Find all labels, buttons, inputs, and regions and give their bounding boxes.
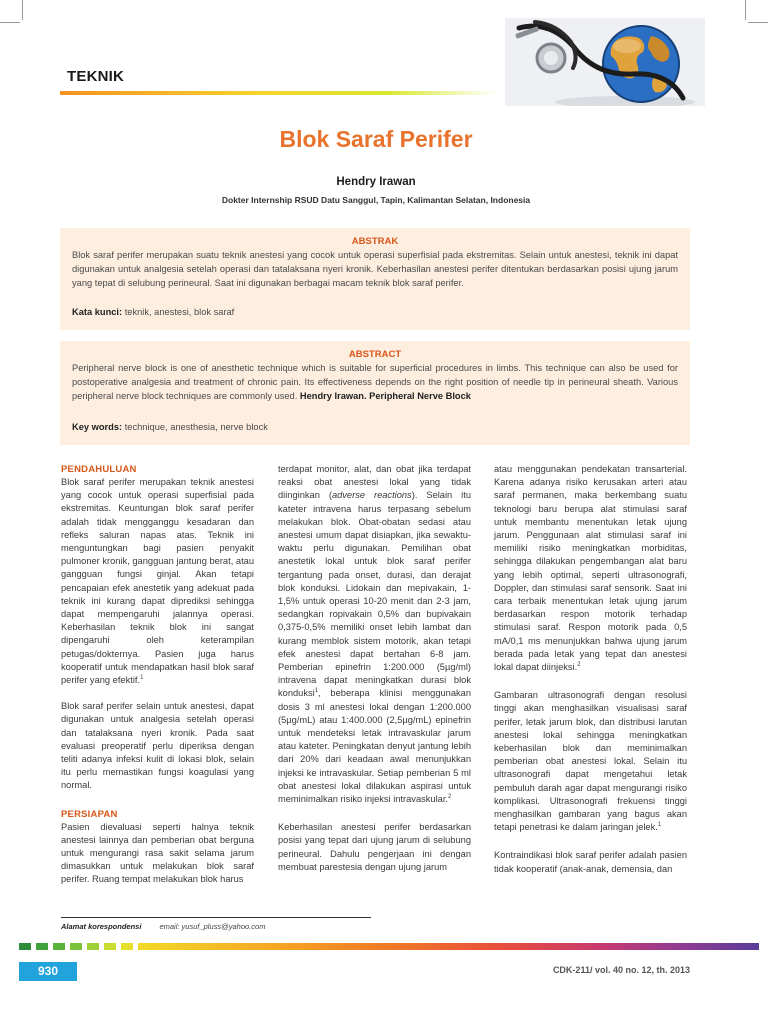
bar-segment [121,943,133,950]
paragraph: Pasien dievaluasi seperti halnya teknik anestesi lainnya dan pemberian obat berguna untuk mengurangi rasa sakit selama jarum dimasukkan untuk melakukan blok saraf perifer. Ruang tempat melakukan blok harus [61,821,254,885]
emphasis-text: adverse reactions [331,490,412,501]
abstract-citation: Hendry Irawan. Peripheral Nerve Block [299,391,471,401]
abstract-box [60,341,690,445]
kata-kunci-label: Kata kunci: [72,307,123,317]
bar-segment [36,943,48,950]
crop-mark [0,22,20,23]
article-title: Blok Saraf Perifer [279,126,473,152]
footnote-rule [61,917,371,918]
body-column-1 [61,463,254,900]
section-label: TEKNIK [67,68,125,85]
reference-marker: 2 [447,793,452,800]
bar-segment [87,943,99,950]
paragraph-text: terdapat monitor, alat, dan obat jika terdapat reaksi obat anestesi lokal yang tidak diinginkan ( [278,464,471,501]
bar-gradient [138,943,759,950]
abstract-text-wrap [72,361,678,403]
crop-mark [745,0,746,20]
page-number: 930 [19,962,77,981]
paragraph [494,689,687,834]
section-rule [60,91,498,95]
paragraph [494,463,687,674]
key-words [72,422,268,432]
footnote-email[interactable]: email: yusuf_pluss@yahoo.com [159,922,266,931]
abstract-text: Peripheral nerve block is one of anesthetic technique which is suitable for superficial procedures in limbs. This technique can also be used for postoperative analgesia and treatment of chronic pain. Its effectiveness depends on the right position of needle tip in perineural sheath. Various peripheral nerve block techniques are commonly used. [72,363,678,401]
paragraph-text: , beberapa klinisi menggunakan dosis 3 ml anestesi lokal dengan 1:200.000 (5µg/mL) atau 1:400.000 (2,5µg/mL) epinefrin untuk mendeteksi letak intravaskular jarum atau kateter. Peningkatan denyut jantung lebih dari 20% dari keadaan awal menunjukkan injeksi ke intravaskular. Setiap pemberian 5 ml obat anestesi lokal dilakukan aspirasi untuk meminimalkan risiko injeksi intravaskular. [278,688,471,805]
bar-segment [19,943,31,950]
author-affiliation: Dokter Internship RSUD Datu Sanggul, Tapin, Kalimantan Selatan, Indonesia [221,195,531,205]
paragraph-text: ). Selain itu kateter intravena harus terpasang sebelum melakukan blok. Obat-obatan sedasi atau anestesi umum dapat disiapkan, jika sewaktu-waktu perlu digunakan. Pemilihan obat anestetik lokal untuk blok saraf perifer tergantung pada onset, durasi, dan derajat blok konduksi. Lidokain dan mepivakain, 1-1,5% untuk operasi 10-20 menit dan 2-3 jam, sedangkan ropivakain 0,5% dan bupivakain 0,375-0,5% memiliki onset lebih lambat dan kurang memblok sistem motorik, akan tetapi efek anestesi dapat bertahan 6-8 jam. Pemberian epinefrin 1:200.000 (5µg/ml) intravena dapat meningkatkan durasi blok konduksi [278,490,471,699]
bar-segment [104,943,116,950]
author-name: Hendry Irawan [336,176,416,188]
heading-persiapan: PERSIAPAN [61,808,118,820]
paragraph: Blok saraf perifer selain untuk anestesi, dapat digunakan untuk analgesia setelah operasi dan tatalaksana nyeri kronik. Pada saat evaluasi preoperatif perlu diperiksa dengan teliti adanya infeksi kulit di lokasi blok, selain itu perlu memastikan fungsi koagulasi yang normal. [61,701,254,791]
paragraph [278,463,471,806]
bar-segment [70,943,82,950]
key-words-values: technique, anesthesia, nerve block [124,422,268,432]
body-column-2 [278,463,471,887]
paragraph: Keberhasilan anestesi perifer berdasarkan posisi yang tepat dari ujung jarum di selubung perineural. Dahulu pengerjaan ini dengan membuat parestesia dengan ujung jarum [278,822,471,872]
footnote-label: Alamat korespondensi [61,922,142,931]
heading-pendahuluan: PENDAHULUAN [61,464,137,475]
kata-kunci-values: teknik, anestesi, blok saraf [124,307,235,317]
paragraph-text: Gambaran ultrasonografi dengan resolusi tinggi akan menghasilkan visualisasi saraf perifer, letak jarum blok, dan distribusi larutan anestesi lokal sehingga meningkatkan keberhasilan blok dan meminimalkan pemberian obat anestesi lokal. Selain itu ultrasonografi dapat mengetahui letak pembuluh darah agar dapat mengurangi risiko komplikasi. Ultrasonografi frekuensi tinggi menghasilkan gambaran yang bagus akan tetapi penetrasi ke dalam jaringan jelek. [494,690,687,833]
reference-marker: 1 [657,822,662,829]
body-column-3 [494,463,687,889]
reference-marker: 1 [140,674,144,681]
bar-segment [53,943,65,950]
stethoscope-globe-icon [505,18,705,106]
paragraph-text: Blok saraf perifer merupakan teknik anestesi yang cocok untuk operasi superfisial pada ekstremitas. Keuntungan blok saraf perifer adalah tidak mengganggu kesadaran dan refleks saluran napas atas. Teknik ini menguntungkan bagi pasien penyakit pulmoner kronik, gangguan jantung berat, atau gangguan fungsi ginjal. Akan tetapi pencapaian efek anestetik yang adekuat pada teknik ini kurang dapat diprediksi sehingga dapat mempengaruhi jalannya operasi. Keberhasilan teknik blok ini sangat dipengaruhi oleh keterampilan petugas/dokternya. Pasien juga harus kooperatif untuk mendapatkan hasil blok saraf perifer yang efektif. [61,477,254,686]
paragraph: Kontraindikasi blok saraf perifer adalah pasien tidak kooperatif (anak-anak, demensia, dan [494,850,687,874]
abstract-heading: ABSTRACT [348,349,402,360]
abstrak-box [60,228,690,330]
journal-reference: CDK-211/ vol. 40 no. 12, th. 2013 [552,965,690,975]
kata-kunci [72,307,234,317]
paragraph [61,476,254,687]
key-words-label: Key words: [72,422,123,432]
reference-marker: 1 [314,688,319,695]
abstrak-text: Blok saraf perifer merupakan suatu teknik anestesi yang cocok untuk operasi superfisial pada ekstremitas. Selain untuk anestesi, teknik ini dapat digunakan untuk analgesia setelah operasi dan tatalaksana nyeri kronik. Keberhasilan anestesi perifer ditentukan berdasarkan posisi ujung jarum yang tepat di selubung perineural. Saat ini digunakan berbagai macam teknik blok saraf perifer. [72,250,678,288]
crop-mark [22,0,23,20]
paragraph-text: atau menggunakan pendekatan transarterial. Karena adanya risiko kerusakan arteri atau saraf permanen, maka berkembang suatu teknologi baru berupa alat stimulasi saraf untuk membantu menentukan letak ujung jarum. Penggunaan alat stimulasi saraf ini memiliki risiko meningkatkan morbiditas, sehingga dilakukan pengembangan alat baru yang lebih optimal, seperti ultrasonografi, Doppler, dan stimulasi saraf sensorik. Saat ini cara terbaik menentukan letak ujung jarum berdasarkan respon motorik terhadap stimulasi saraf. Respon motorik pada 0,5 mA/0,1 ms menunjukkan bahwa ujung jarum berada pada letak yang tepat dan anestesi lokal dapat diinjeksi. [494,464,687,673]
footer-color-bar [19,943,759,950]
correspondence-footnote [61,922,265,931]
abstrak-heading: ABSTRAK [351,236,399,247]
reference-marker: 2 [577,661,581,668]
crop-mark [748,22,768,23]
